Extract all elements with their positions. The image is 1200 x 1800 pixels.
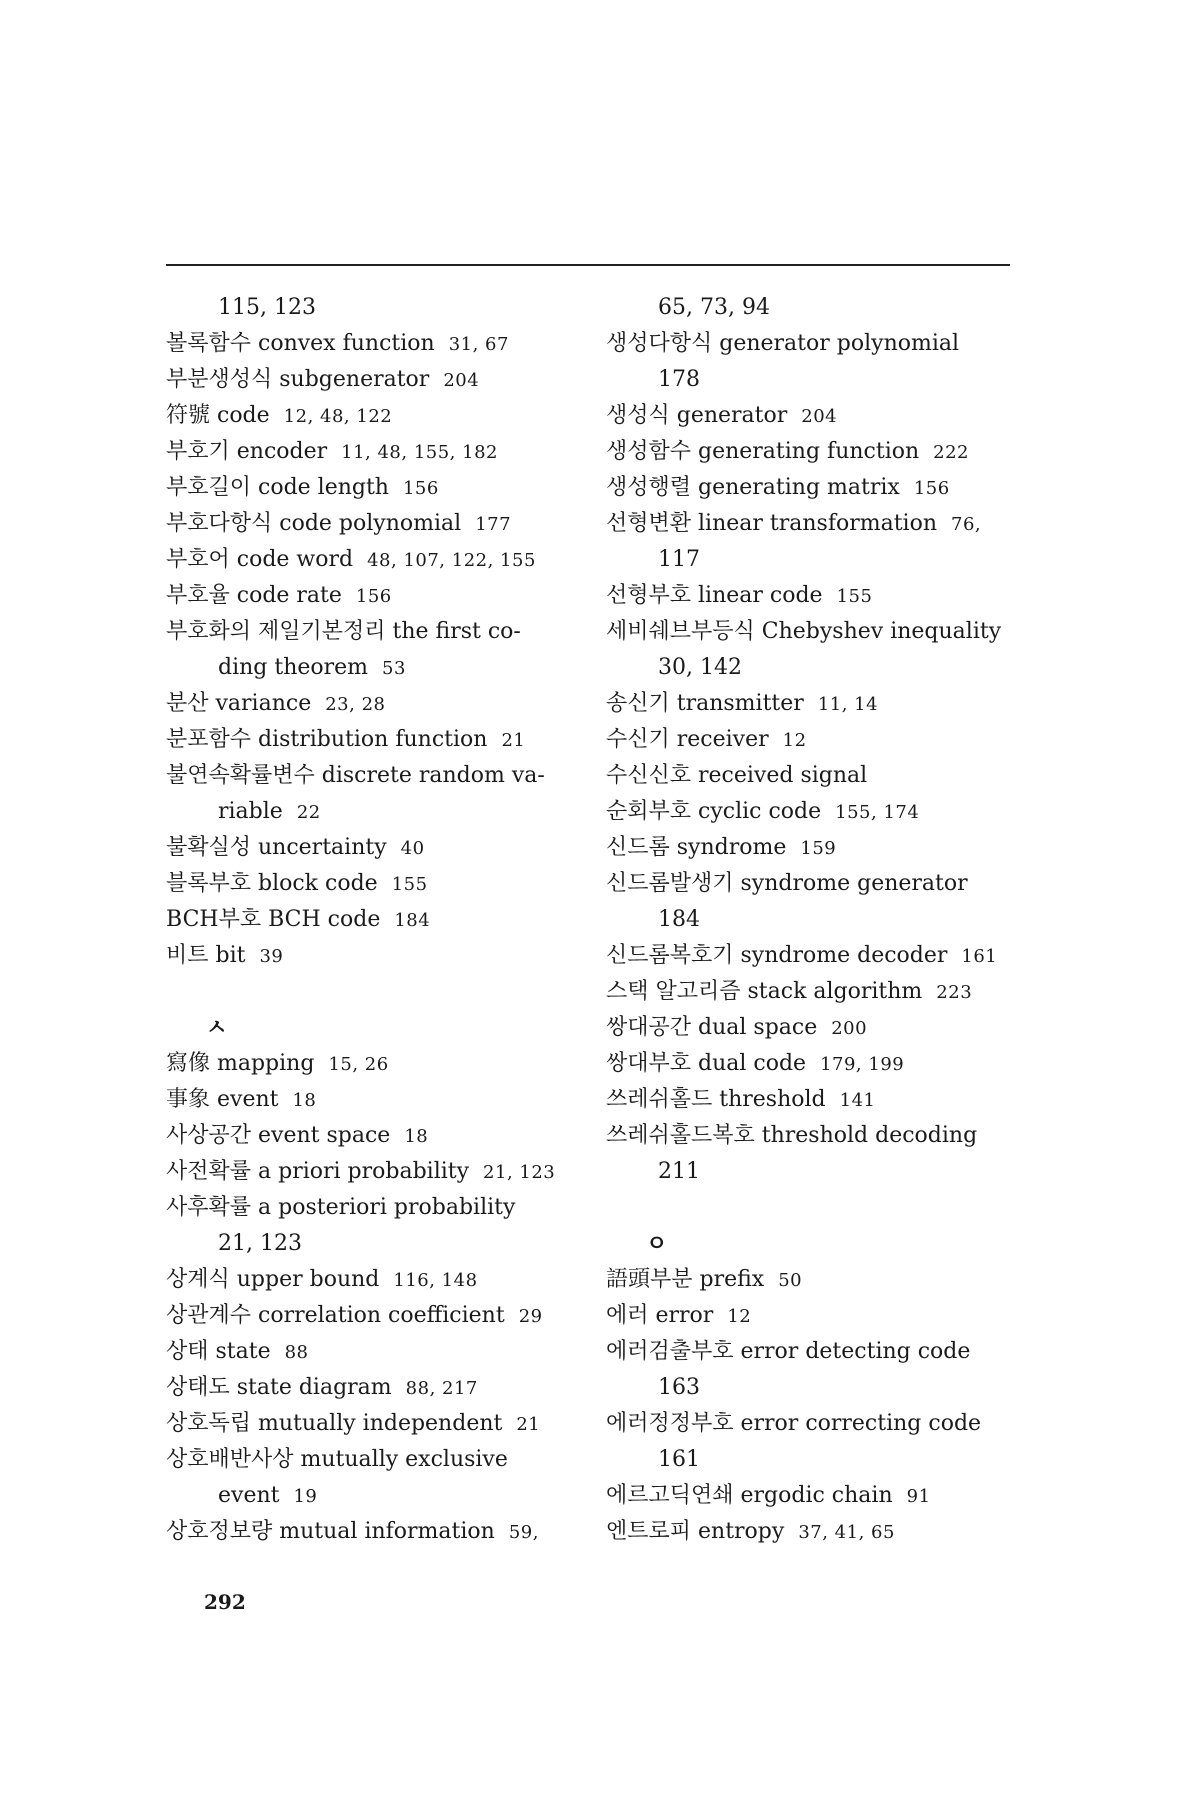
index-entry	[166, 1154, 586, 1190]
index-term: 분산 variance	[166, 691, 312, 716]
continuation-text: 163	[658, 1375, 700, 1400]
index-entry	[166, 1406, 586, 1442]
index-term: 쓰레쉬홀드 threshold	[606, 1087, 826, 1112]
index-entry	[166, 1370, 586, 1406]
index-term: 불확실성 uncertainty	[166, 835, 387, 860]
page-refs: 155, 174	[835, 802, 920, 823]
index-term: 신드롬 syndrome	[606, 835, 787, 860]
index-term: 符號 code	[166, 403, 270, 428]
section-heading: ㅅ	[206, 1015, 228, 1041]
index-entry	[166, 902, 586, 938]
index-entry-continuation	[606, 650, 1026, 686]
index-term: 부분생성식 subgenerator	[166, 367, 430, 392]
index-entry	[606, 1478, 1026, 1514]
index-entry	[166, 326, 586, 362]
page-refs: 156	[913, 478, 950, 499]
continuation-text: 184	[658, 907, 700, 932]
index-term: 수신신호 received signal	[606, 763, 868, 788]
index-term: 상태도 state diagram	[166, 1375, 392, 1400]
index-entry	[606, 758, 1026, 794]
index-entry	[606, 1262, 1026, 1298]
header-rule	[166, 264, 1010, 266]
section-heading: ㅇ	[646, 1231, 668, 1257]
page-refs: 156	[355, 586, 392, 607]
index-entry	[606, 326, 1026, 362]
index-term: 상태 state	[166, 1339, 271, 1364]
index-term: 에러검출부호 error detecting code	[606, 1339, 971, 1364]
index-entry-continuation	[166, 290, 586, 326]
index-entry-continuation	[166, 794, 586, 830]
page-refs: 18	[404, 1126, 429, 1147]
page-refs: 223	[936, 982, 973, 1003]
page-refs: 200	[831, 1018, 868, 1039]
index-entry	[606, 1010, 1026, 1046]
index-term: 부호길이 code length	[166, 475, 389, 500]
index-term: 스택 알고리즘 stack algorithm	[606, 979, 923, 1004]
index-entry	[606, 470, 1026, 506]
index-entry	[166, 1046, 586, 1082]
index-entry	[166, 866, 586, 902]
index-entry	[606, 1334, 1026, 1370]
index-term: 생성함수 generating function	[606, 439, 920, 464]
index-term: BCH부호 BCH code	[166, 907, 381, 932]
page-refs: 155	[391, 874, 428, 895]
index-entry-continuation	[606, 362, 1026, 398]
page-refs: 15, 26	[328, 1054, 389, 1075]
index-entry	[606, 398, 1026, 434]
index-term: 상호정보량 mutual information	[166, 1519, 495, 1544]
page-number: 292	[204, 1590, 246, 1614]
index-term: 寫像 mapping	[166, 1051, 315, 1076]
page-refs: 50	[778, 1270, 803, 1291]
index-term: 선형변환 linear transformation	[606, 511, 937, 536]
index-entry	[166, 1262, 586, 1298]
page-refs: 19	[293, 1486, 318, 1507]
index-term: 에러정정부호 error correcting code	[606, 1411, 982, 1436]
index-entry	[606, 866, 1026, 902]
index-term: 사상공간 event space	[166, 1123, 391, 1148]
index-term: 부호화의 제일기본정리 the first co-	[166, 619, 521, 644]
index-term: 신드롬복호기 syndrome decoder	[606, 943, 948, 968]
continuation-text: event	[218, 1483, 280, 1508]
index-column-left	[166, 290, 586, 1550]
index-entry	[166, 398, 586, 434]
index-term: 에르고딕연쇄 ergodic chain	[606, 1483, 893, 1508]
page-refs: 204	[443, 370, 480, 391]
index-term: 상호독립 mutually independent	[166, 1411, 503, 1436]
page-refs: 155	[836, 586, 873, 607]
index-entry	[166, 614, 586, 650]
index-term: 볼록함수 convex function	[166, 331, 435, 356]
section-gap	[606, 1190, 1026, 1226]
index-entry-continuation	[166, 650, 586, 686]
index-entry	[606, 830, 1026, 866]
page-refs: 12	[727, 1306, 752, 1327]
page-refs: 12, 48, 122	[283, 406, 393, 427]
index-entry	[166, 470, 586, 506]
page-refs: 76,	[951, 514, 982, 535]
index-term: 에러 error	[606, 1303, 714, 1328]
index-entry	[166, 686, 586, 722]
index-entry	[606, 578, 1026, 614]
index-term: 상호배반사상 mutually exclusive	[166, 1447, 508, 1472]
index-entry-continuation	[606, 1370, 1026, 1406]
index-term: 비트 bit	[166, 943, 246, 968]
page-refs: 21, 123	[483, 1162, 556, 1183]
index-entry	[606, 1082, 1026, 1118]
index-entry	[606, 794, 1026, 830]
page-refs: 53	[382, 658, 406, 679]
index-term: 쌍대부호 dual code	[606, 1051, 807, 1076]
index-term: 생성행렬 generating matrix	[606, 475, 900, 500]
index-entry	[606, 686, 1026, 722]
section-gap	[166, 974, 586, 1010]
index-entry	[606, 1118, 1026, 1154]
index-entry	[166, 1334, 586, 1370]
index-entry-continuation	[166, 1226, 586, 1262]
index-entry-continuation	[606, 902, 1026, 938]
index-entry	[166, 578, 586, 614]
index-term: 쌍대공간 dual space	[606, 1015, 818, 1040]
index-term: 신드롬발생기 syndrome generator	[606, 871, 968, 896]
page-refs: 31, 67	[448, 334, 509, 355]
page-refs: 156	[402, 478, 439, 499]
index-column-right	[606, 290, 1026, 1550]
index-term: 순회부호 cyclic code	[606, 799, 822, 824]
index-term: 블록부호 block code	[166, 871, 378, 896]
index-entry	[166, 1082, 586, 1118]
index-entry	[166, 1442, 586, 1478]
page-refs: 88	[284, 1342, 309, 1363]
page-refs: 22	[296, 802, 321, 823]
page-refs: 177	[475, 514, 512, 535]
index-term: 사전확률 a priori probability	[166, 1159, 470, 1184]
index-term: 선형부호 linear code	[606, 583, 823, 608]
continuation-text: 30, 142	[658, 655, 742, 680]
index-term: 事象 event	[166, 1087, 279, 1112]
index-term: 사후확률 a posteriori probability	[166, 1195, 516, 1220]
page-refs: 161	[961, 946, 998, 967]
page-refs: 88, 217	[405, 1378, 478, 1399]
page-refs: 48, 107, 122, 155	[367, 550, 536, 571]
index-term: 상계식 upper bound	[166, 1267, 380, 1292]
page-refs: 184	[394, 910, 431, 931]
index-entry	[166, 1514, 586, 1550]
continuation-text: ding theorem	[218, 655, 369, 680]
index-term: 상관계수 correlation coefficient	[166, 1303, 505, 1328]
index-entry	[606, 722, 1026, 758]
index-entry	[166, 434, 586, 470]
page-refs: 159	[800, 838, 837, 859]
index-term: 분포함수 distribution function	[166, 727, 488, 752]
page-refs: 204	[801, 406, 838, 427]
index-entry	[606, 506, 1026, 542]
index-entry-continuation	[166, 1478, 586, 1514]
page-refs: 222	[933, 442, 969, 463]
index-term: 엔트로피 entropy	[606, 1519, 785, 1544]
page-refs: 21	[501, 730, 526, 751]
continuation-text: 211	[658, 1159, 700, 1184]
page-refs: 37, 41, 65	[798, 1522, 895, 1543]
page-refs: 12	[782, 730, 807, 751]
index-term: 쓰레쉬홀드복호 threshold decoding	[606, 1123, 978, 1148]
index-entry-continuation	[606, 1442, 1026, 1478]
index-entry	[166, 1298, 586, 1334]
index-entry	[606, 1514, 1026, 1550]
page-refs: 141	[839, 1090, 876, 1111]
index-entry	[166, 758, 586, 794]
continuation-text: 178	[658, 367, 700, 392]
index-entry-continuation	[606, 542, 1026, 578]
page-refs: 21	[516, 1414, 541, 1435]
index-entry	[166, 830, 586, 866]
index-term: 생성다항식 generator polynomial	[606, 331, 960, 356]
page-refs: 18	[292, 1090, 317, 1111]
page-refs: 116, 148	[393, 1270, 478, 1291]
continuation-text: 115, 123	[218, 295, 316, 320]
index-entry	[166, 722, 586, 758]
index-entry	[606, 938, 1026, 974]
page-refs: 11, 14	[817, 694, 879, 715]
index-entry	[606, 974, 1026, 1010]
index-term: 語頭부분 prefix	[606, 1267, 765, 1292]
index-entry	[166, 1118, 586, 1154]
page-refs: 23, 28	[325, 694, 386, 715]
continuation-text: riable	[218, 799, 283, 824]
index-entry	[166, 362, 586, 398]
index-entry	[606, 1298, 1026, 1334]
continuation-text: 21, 123	[218, 1231, 302, 1256]
index-entry	[166, 542, 586, 578]
index-term: 불연속확률변수 discrete random va-	[166, 763, 545, 788]
index-term: 생성식 generator	[606, 403, 788, 428]
index-term: 부호기 encoder	[166, 439, 328, 464]
index-term: 송신기 transmitter	[606, 691, 804, 716]
index-entry	[166, 506, 586, 542]
index-entry-continuation	[606, 290, 1026, 326]
index-term: 부호율 code rate	[166, 583, 342, 608]
page-refs: 91	[906, 1486, 931, 1507]
page-refs: 59,	[508, 1522, 539, 1543]
continuation-text: 117	[658, 547, 700, 572]
index-entry-continuation	[606, 1154, 1026, 1190]
index-entry	[606, 614, 1026, 650]
continuation-text: 65, 73, 94	[658, 295, 770, 320]
index-entry	[606, 1046, 1026, 1082]
index-term: 세비쉐브부등식 Chebyshev inequality	[606, 619, 1002, 644]
index-term: 부호어 code word	[166, 547, 354, 572]
index-term: 수신기 receiver	[606, 727, 769, 752]
page-refs: 11, 48, 155, 182	[341, 442, 498, 463]
index-entry	[166, 938, 586, 974]
page-refs: 179, 199	[820, 1054, 905, 1075]
index-entry	[166, 1190, 586, 1226]
index-term: 부호다항식 code polynomial	[166, 511, 462, 536]
page-refs: 29	[518, 1306, 543, 1327]
page-refs: 40	[400, 838, 425, 859]
index-entry	[606, 1406, 1026, 1442]
page-refs: 39	[259, 946, 284, 967]
index-entry	[606, 434, 1026, 470]
continuation-text: 161	[658, 1447, 700, 1472]
